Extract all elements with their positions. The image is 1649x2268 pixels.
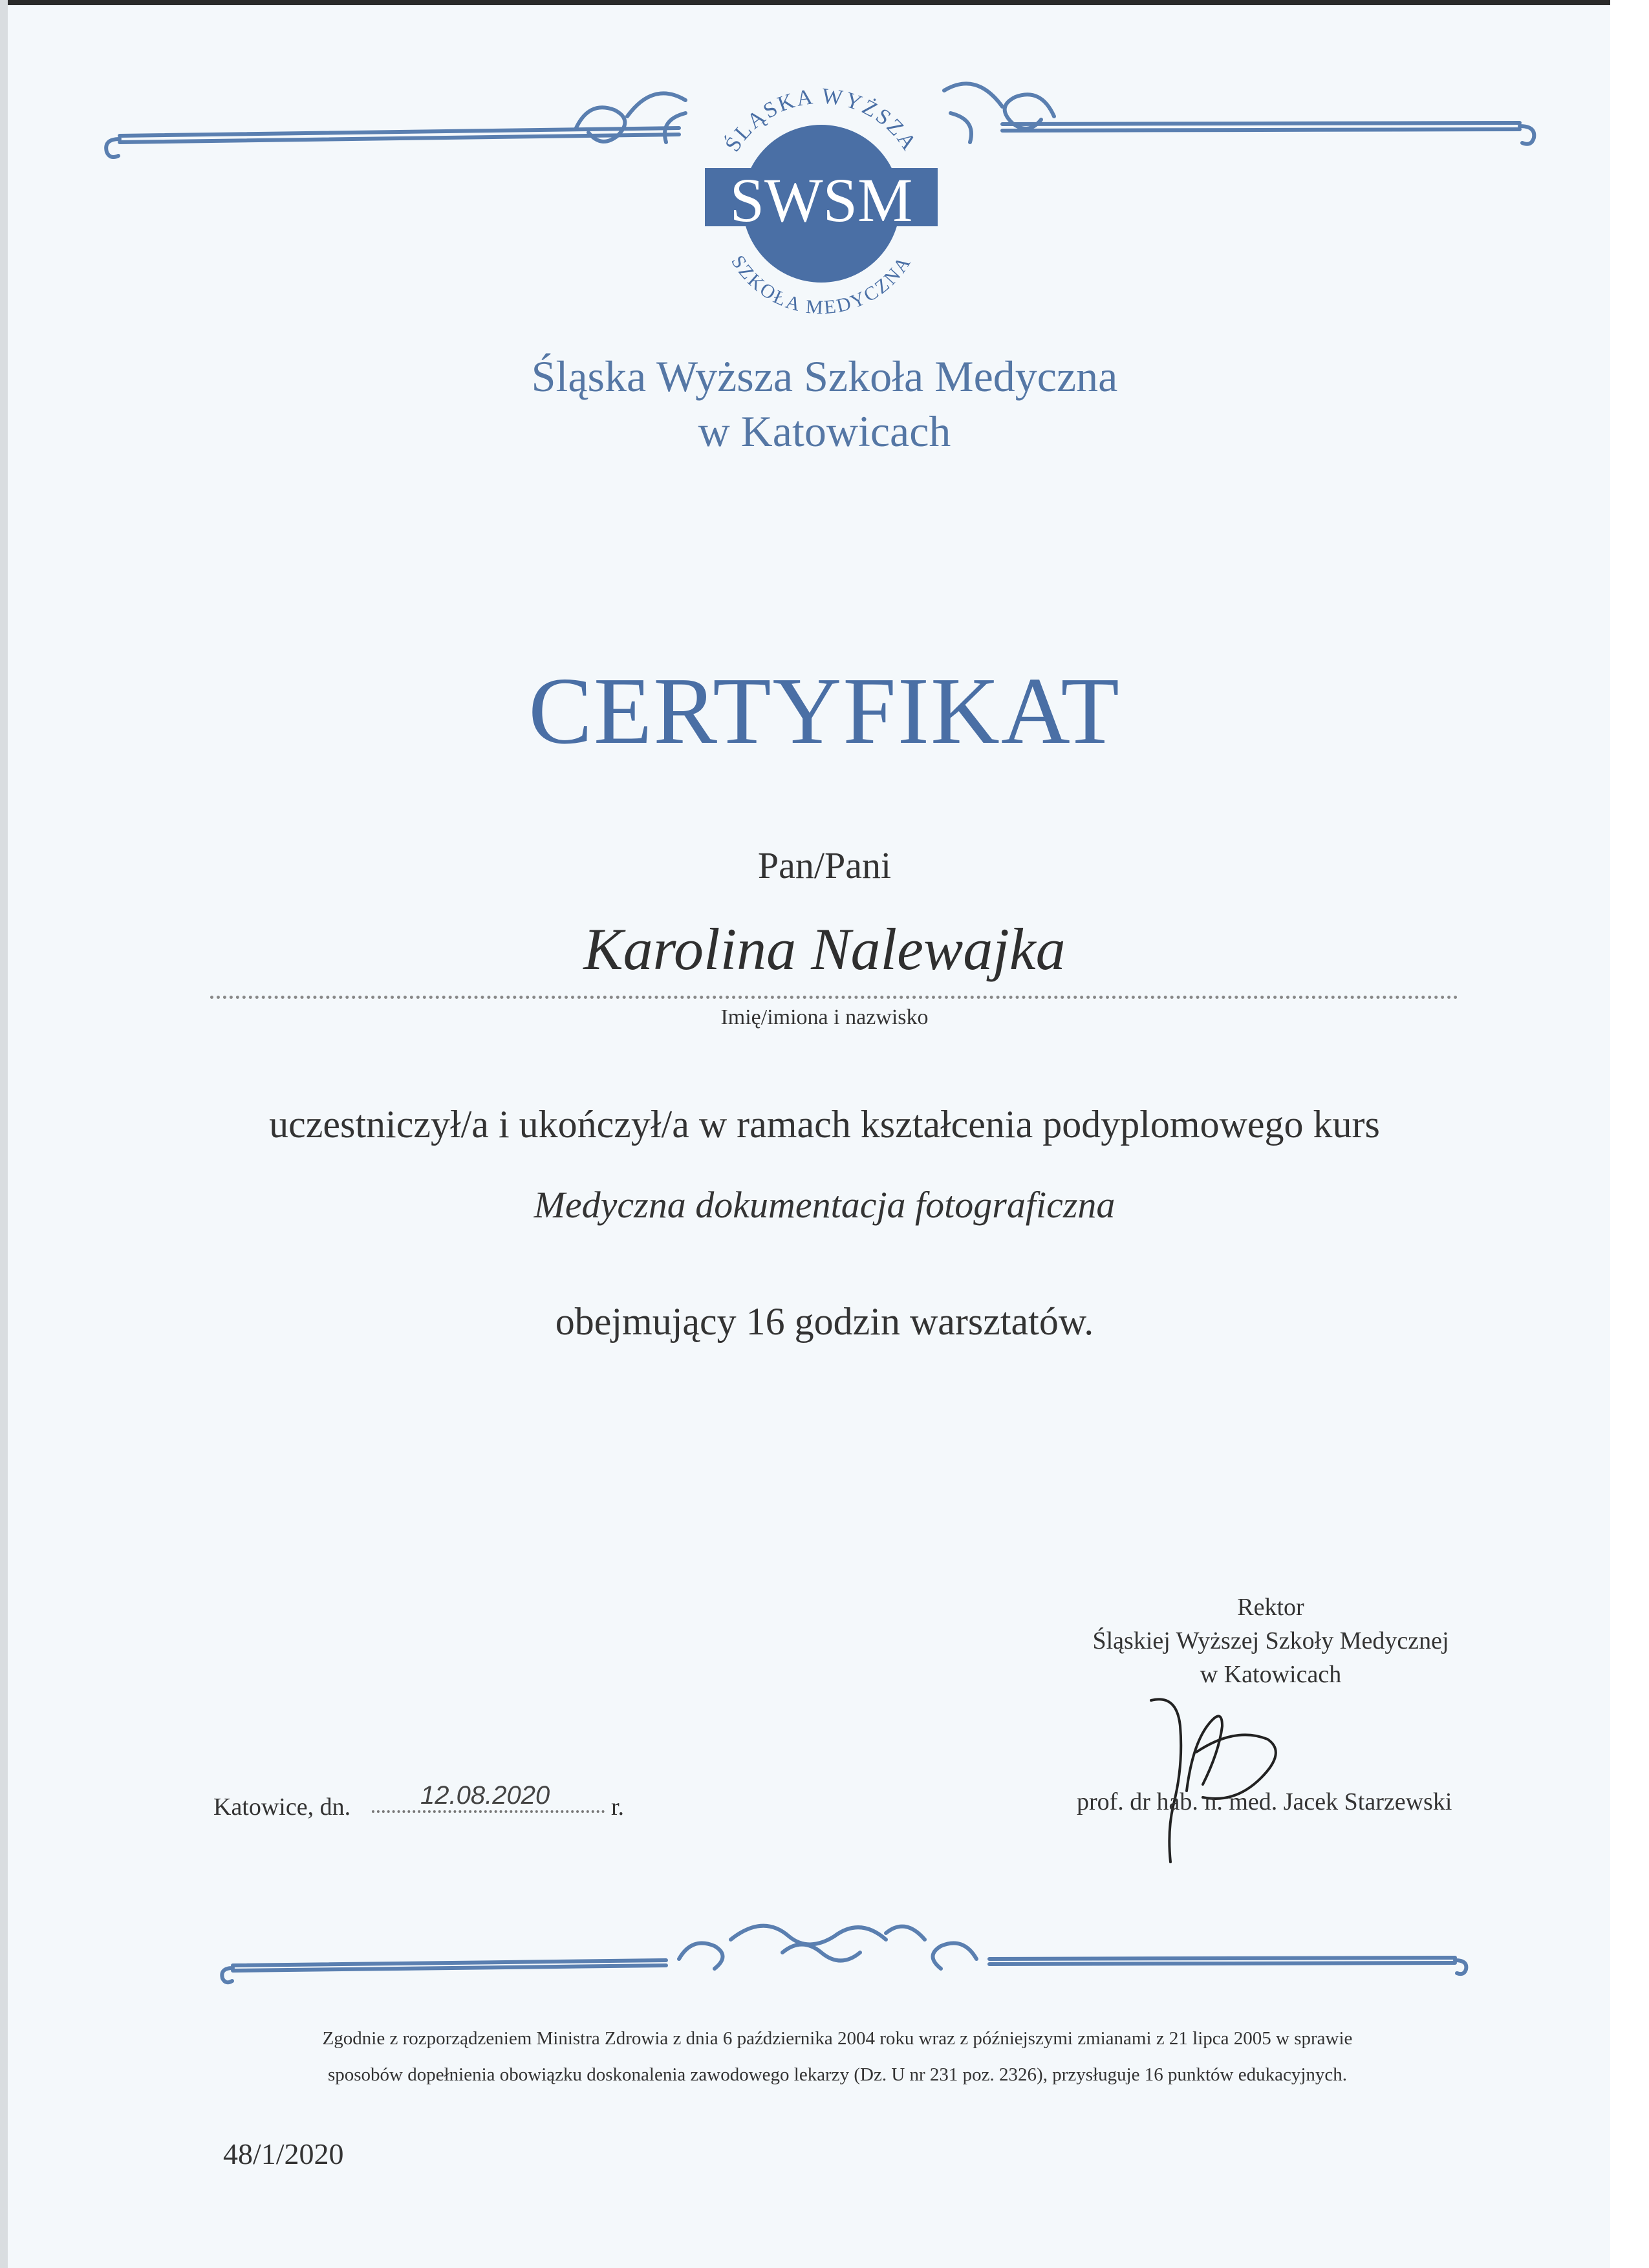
- scan-top-edge: [0, 0, 1649, 5]
- rector-institution: Śląskiej Wyższej Szkoły Medycznej: [1092, 1627, 1449, 1654]
- certificate-title: CERTYFIKAT: [528, 658, 1121, 764]
- logo-arc-top-text: ŚLĄSKA WYŻSZA: [720, 84, 922, 156]
- date-dotted-line: [372, 1810, 605, 1813]
- course-hours: obejmujący 16 godzin warsztatów.: [555, 1300, 1094, 1343]
- document-number: 48/1/2020: [223, 2137, 344, 2170]
- rector-block: [1061, 1590, 1481, 1691]
- name-caption: Imię/imiona i nazwisko: [720, 1005, 929, 1029]
- rector-title: Rektor: [1237, 1594, 1304, 1621]
- institution-city: w Katowicach: [698, 407, 951, 456]
- rector-signature: [1138, 1687, 1332, 1868]
- institution-name: Śląska Wyższa Szkoła Medyczna: [531, 352, 1118, 401]
- completion-statement: uczestniczył/a i ukończył/a w ramach kształcenia podyplomowego kurs: [269, 1103, 1380, 1146]
- recipient-name: Karolina Nalewajka: [583, 916, 1066, 982]
- legal-note-line-1: Zgodnie z rozporządzeniem Ministra Zdrowia z dnia 6 października 2004 roku wraz z późniejszymi zmianami z 21 lipca 2005 w sprawie: [322, 2028, 1353, 2049]
- legal-note-line-2: sposobów dopełnienia obowiązku doskonalenia zawodowego lekarzy (Dz. U nr 231 poz. 2326), przysługuje 16 punktów edukacyjnych.: [327, 2064, 1348, 2085]
- legal-note: [194, 2020, 1481, 2093]
- logo-acronym: SWSM: [729, 166, 913, 235]
- bottom-ornament-divider: [213, 1914, 1474, 1985]
- swsm-logo: [679, 71, 964, 330]
- issue-date: 12.08.2020: [420, 1781, 550, 1810]
- course-name: Medyczna dokumentacja fotograficzna: [534, 1184, 1116, 1226]
- signer-name: prof. dr hab. n. med. Jacek Starzewski: [1077, 1788, 1452, 1815]
- name-dotted-line: [210, 996, 1458, 999]
- rector-city: w Katowicach: [1200, 1661, 1342, 1688]
- logo-arc-bottom-text: SZKOŁA MEDYCZNA: [727, 251, 916, 319]
- date-suffix: r.: [611, 1793, 625, 1821]
- salutation: Pan/Pani: [757, 844, 892, 886]
- place-label: Katowice, dn.: [213, 1793, 351, 1821]
